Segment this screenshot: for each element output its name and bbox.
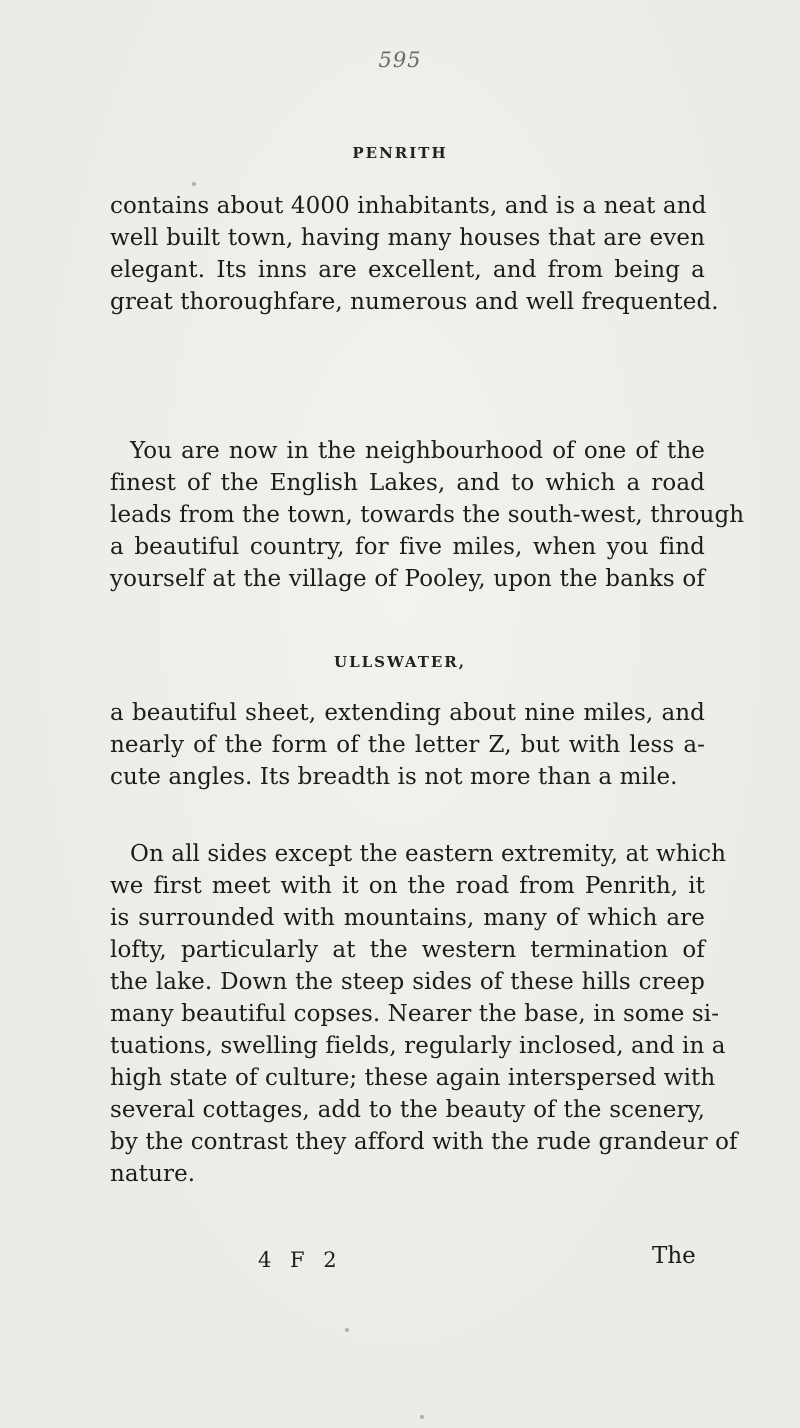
text-line: elegant. Its inns are excellent, and from being a (110, 257, 705, 283)
text-line: high state of culture; these again interspersed with (110, 1065, 716, 1091)
text-line: a beautiful country, for five miles, when you find (110, 534, 705, 560)
section-heading-ullswater: ULLSWATER, (334, 653, 466, 671)
paper-speck (345, 1328, 349, 1332)
paragraph-surroundings (110, 838, 738, 1190)
text-line: leads from the town, towards the south-west, through (110, 502, 745, 528)
text-line: nature. (110, 1161, 196, 1187)
text-line: by the contrast they afford with the rude grandeur of (110, 1129, 738, 1155)
paper-speck (192, 182, 196, 186)
text-line: nearly of the form of the letter Z, but with less a- (110, 732, 705, 758)
text-line: great thoroughfare, numerous and well frequented. (110, 289, 719, 315)
page-number: 595 (378, 48, 422, 72)
text-line: well built town, having many houses that are even (110, 225, 705, 251)
text-line: You are now in the neighbourhood of one of the (130, 438, 705, 464)
text-line: cute angles. Its breadth is not more than a mile. (110, 764, 678, 790)
section-heading-penrith: PENRITH (352, 144, 448, 162)
paragraph-ullswater (110, 697, 705, 793)
paragraph-penrith (110, 190, 719, 318)
text-line: several cottages, add to the beauty of the scenery, (110, 1097, 705, 1123)
text-line: tuations, swelling fields, regularly inclosed, and in a (110, 1033, 726, 1059)
signature-mark: 4 F 2 (258, 1248, 343, 1272)
text-line: On all sides except the eastern extremity, at which (130, 841, 727, 867)
text-line: is surrounded with mountains, many of which are (110, 905, 705, 931)
text-line: lofty, particularly at the western termination of (110, 937, 705, 963)
text-line: the lake. Down the steep sides of these hills creep (110, 969, 705, 995)
text-line: many beautiful copses. Nearer the base, in some si- (110, 1001, 720, 1027)
paper-speck (420, 1415, 424, 1419)
text-line: a beautiful sheet, extending about nine miles, and (110, 700, 705, 726)
catchword: The (652, 1243, 696, 1269)
paragraph-neighbourhood (110, 435, 745, 595)
text-line: yourself at the village of Pooley, upon the banks of (110, 566, 705, 592)
text-line: we first meet with it on the road from Penrith, it (110, 873, 705, 899)
text-line: contains about 4000 inhabitants, and is a neat and (110, 193, 707, 219)
text-line: finest of the English Lakes, and to which a road (110, 470, 705, 496)
